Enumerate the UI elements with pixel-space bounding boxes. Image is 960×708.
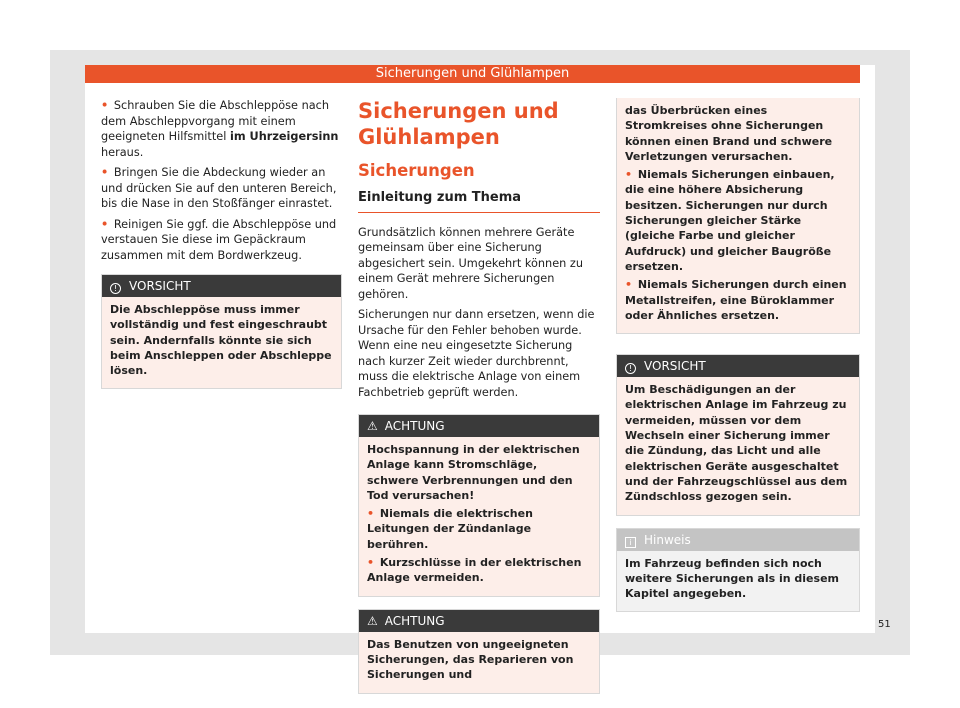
- bullet-icon: •: [625, 168, 633, 182]
- info-icon: i: [625, 537, 636, 548]
- warning-text: Hochspannung in der elektrischen Anlage kann Stromschläge, schwere Verbrennungen und den Tod verursachen! • Niemals die elektrischen Leitungen der Zündanlage berühren. • Kurzschlüsse in der elektrischen Anlage vermeiden.: [359, 437, 599, 596]
- warning-text: das Überbrücken eines Stromkreises ohne Sicherungen können einen Brand und schwere Verletzungen verursachen. • Niemals Sicherungen einbauen, die eine höhere Absicherung besitzen. Sicherungen nur durch Sicherungen gleicher Stärke (gleiche Farbe und gleicher Aufdruck) und gleicher Baugröße ersetzen. • Niemals Sicherungen durch einen Metallstreifen, eine Büroklammer oder Ähnliches ersetzen.: [617, 98, 859, 333]
- warning-icon: ⚠: [367, 613, 378, 628]
- warning-box-continued: [616, 98, 860, 334]
- list-item: • Schrauben Sie die Abschleppöse nach dem Abschleppvorgang mit einem geeigneten Hilfsmittel im Uhrzeigersinn heraus.: [101, 99, 339, 159]
- caution-header: ! VORSICHT: [102, 275, 341, 297]
- column-right: [616, 98, 860, 612]
- page-number: 51: [878, 619, 891, 630]
- section-title: Sicherungen und Glühlampen: [358, 99, 559, 149]
- caution-box: [101, 274, 342, 389]
- body-paragraph: Sicherungen nur dann ersetzen, wenn die Ursache für den Fehler behoben wurde. Wenn eine neu eingesetzte Sicherung nach kurzer Zeit wieder durchbrennt, muss die elektrische Anlage von einem Fachbetrieb geprüft werden.: [358, 308, 595, 399]
- warning-icon: ⚠: [367, 419, 378, 433]
- warning-text: Das Benutzen von ungeeigneten Sicherungen, das Reparieren von Sicherungen und: [359, 632, 599, 693]
- warning-header: ⚠ ACHTUNG: [359, 610, 599, 632]
- warning-box: [358, 414, 600, 597]
- bullet-icon: •: [101, 217, 109, 231]
- caution-header: ! VORSICHT: [617, 355, 859, 377]
- caution-text: Um Beschädigungen an der elektrischen Anlage im Fahrzeug zu vermeiden, müssen vor dem Wechseln einer Sicherung immer die Zündung, das Licht und alle elektrischen Geräte ausgeschaltet und der Fahrzeugschlüssel aus dem Zündschloss gezogen sein.: [617, 377, 859, 514]
- caution-text: Die Abschleppöse muss immer vollständig und fest eingeschraubt sein. Andernfalls könnte sie sich beim Anschleppen oder Abschleppe lösen.: [102, 297, 341, 388]
- note-box: [616, 528, 860, 613]
- caution-box: [616, 354, 860, 515]
- bullet-icon: •: [625, 278, 633, 292]
- bullet-icon: •: [101, 166, 109, 179]
- bullet-icon: •: [101, 99, 109, 112]
- caution-icon: !: [625, 363, 636, 374]
- body-paragraph: Grundsätzlich können mehrere Geräte gemeinsam über eine Sicherung abgesichert sein. Umgekehrt können zu einem Gerät mehrere Sicherungen gehören.: [358, 225, 584, 301]
- warning-header: ⚠ ACHTUNG: [359, 415, 599, 437]
- column-left: [101, 98, 342, 389]
- bullet-icon: •: [367, 507, 375, 521]
- section-subtitle: Sicherungen: [358, 161, 475, 180]
- bullet-icon: •: [367, 556, 375, 570]
- list-item: • Bringen Sie die Abdeckung wieder an und drücken Sie auf den unteren Bereich, bis die Nase in den Stoßfänger einrastet.: [101, 166, 337, 210]
- note-text: Im Fahrzeug befinden sich noch weitere Sicherungen als in diesem Kapitel angegeben.: [617, 551, 859, 612]
- warning-box: [358, 609, 600, 694]
- note-header: i Hinweis: [617, 529, 859, 551]
- list-item: • Reinigen Sie ggf. die Abschleppöse und verstauen Sie diese im Gepäckraum zusammen mit dem Bordwerkzeug.: [101, 217, 337, 262]
- intro-heading: Einleitung zum Thema: [358, 190, 600, 213]
- column-middle: [358, 98, 600, 694]
- caution-icon: !: [110, 283, 121, 294]
- page-header: Sicherungen und Glühlampen: [85, 65, 860, 83]
